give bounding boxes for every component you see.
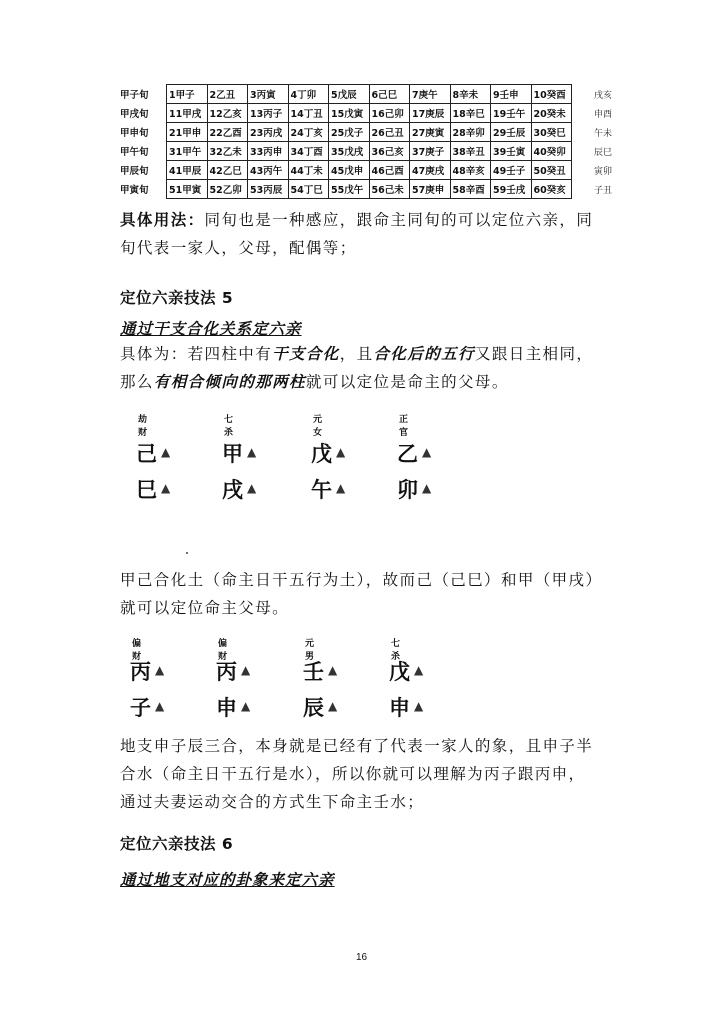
jiazi-cell: 17庚辰 <box>410 104 451 123</box>
table-row <box>118 161 614 180</box>
jiazi-cell: 14丁丑 <box>288 104 329 123</box>
jiazi-cell: 56己未 <box>369 180 410 199</box>
jiazi-cell: 23丙戌 <box>248 123 289 142</box>
element-icon: ▲ <box>422 481 432 495</box>
table-row <box>118 123 614 142</box>
jiazi-cell: 51甲寅 <box>167 180 208 199</box>
void-branches: 午未 <box>593 128 612 139</box>
jiazi-cell: 28辛卯 <box>450 123 491 142</box>
jiazi-cell: 41甲辰 <box>167 161 208 180</box>
technique6-subtitle: 通过地支对应的卦象来定六亲 <box>120 870 335 889</box>
jiazi-cell: 25戊子 <box>329 123 370 142</box>
usage-label: 具体用法： <box>120 210 205 229</box>
jiazi-cell: 27庚寅 <box>410 123 451 142</box>
p1-emphasis-3: 有相合倾向的那两柱 <box>153 372 306 391</box>
jiazi-cell: 43丙午 <box>248 161 289 180</box>
jiazi-cell: 31甲午 <box>167 142 208 161</box>
jiazi-cell: 45戊申 <box>329 161 370 180</box>
ten-god-label: 七杀 <box>391 638 401 661</box>
heavenly-stem: 甲 <box>222 442 243 466</box>
paragraph-2: 甲己合化土（命主日干五行为土），故而己（己巳）和甲（甲戌）就可以定位命主父母。 <box>120 571 595 617</box>
p1-text-d: 就可以定位是命主的父母。 <box>305 373 509 391</box>
jiazi-cell: 33丙申 <box>248 142 289 161</box>
jiazi-cell: 8辛未 <box>450 85 491 104</box>
table-row <box>118 85 614 104</box>
jiazi-cell: 37庚子 <box>410 142 451 161</box>
element-icon: ▲ <box>328 663 338 677</box>
ten-god-label: 劫财 <box>138 414 148 437</box>
earthly-branch: 巳 <box>136 478 157 502</box>
jiazi-cell: 60癸亥 <box>531 180 572 199</box>
jiazi-cell: 15戊寅 <box>329 104 370 123</box>
technique5-title: 定位六亲技法 5 <box>120 289 234 307</box>
xun-header: 甲午旬 <box>120 147 149 158</box>
jiazi-cell: 46己酉 <box>369 161 410 180</box>
jiazi-cell: 13丙子 <box>248 104 289 123</box>
jiazi-cell: 9壬申 <box>491 85 532 104</box>
jiazi-cell: 36己亥 <box>369 142 410 161</box>
xun-header: 甲寅旬 <box>120 185 149 196</box>
ten-god-label: 元女 <box>313 414 323 437</box>
jiazi-cell: 32乙未 <box>207 142 248 161</box>
earthly-branch: 子 <box>130 696 151 720</box>
jiazi-cell: 4丁卯 <box>288 85 329 104</box>
void-branches: 寅卯 <box>593 166 612 177</box>
jiazi-cell: 24丁亥 <box>288 123 329 142</box>
jiazi-cell: 22乙酉 <box>207 123 248 142</box>
jiazi-cell: 7庚午 <box>410 85 451 104</box>
jiazi-table <box>118 84 614 199</box>
jiazi-cell: 53丙辰 <box>248 180 289 199</box>
jiazi-cell: 47庚戌 <box>410 161 451 180</box>
element-icon: ▲ <box>336 481 346 495</box>
element-icon: ▲ <box>241 663 251 677</box>
earthly-branch: 戌 <box>222 478 243 502</box>
jiazi-cell: 30癸巳 <box>531 123 572 142</box>
heavenly-stem: 壬 <box>303 660 324 684</box>
jiazi-cell: 52乙卯 <box>207 180 248 199</box>
element-icon: ▲ <box>161 481 171 495</box>
technique5-subtitle: 通过干支合化关系定六亲 <box>120 319 302 338</box>
p1-emphasis-2: 合化后的五行 <box>373 344 475 363</box>
jiazi-cell: 35戊戌 <box>329 142 370 161</box>
element-icon: ▲ <box>414 663 424 677</box>
jiazi-cell: 38辛丑 <box>450 142 491 161</box>
p1-text-c: 又跟日主相同，那么 <box>120 345 594 391</box>
earthly-branch: 午 <box>311 478 332 502</box>
xun-header: 甲辰旬 <box>120 166 149 177</box>
void-branches: 申酉 <box>593 109 612 120</box>
earthly-branch: 卯 <box>397 478 418 502</box>
void-branches: 子丑 <box>593 185 612 196</box>
heavenly-stem: 乙 <box>397 442 418 466</box>
heavenly-stem: 己 <box>136 442 157 466</box>
stray-dot <box>186 552 188 554</box>
jiazi-cell: 1甲子 <box>167 85 208 104</box>
heavenly-stem: 丙 <box>216 660 237 684</box>
void-branches: 辰巳 <box>593 147 612 158</box>
technique6-title: 定位六亲技法 6 <box>120 835 234 853</box>
jiazi-cell: 50癸丑 <box>531 161 572 180</box>
jiazi-cell: 10癸酉 <box>531 85 572 104</box>
jiazi-cell: 18辛巳 <box>450 104 491 123</box>
element-icon: ▲ <box>422 445 432 459</box>
jiazi-cell: 12乙亥 <box>207 104 248 123</box>
jiazi-cell: 58辛酉 <box>450 180 491 199</box>
element-icon: ▲ <box>155 699 165 713</box>
xun-header: 甲戌旬 <box>120 109 149 120</box>
ten-god-label: 偏财 <box>218 638 228 661</box>
jiazi-cell: 59壬戌 <box>491 180 532 199</box>
table-row <box>118 104 614 123</box>
jiazi-cell: 5戊辰 <box>329 85 370 104</box>
jiazi-cell: 3丙寅 <box>248 85 289 104</box>
element-icon: ▲ <box>161 445 171 459</box>
jiazi-cell: 26己丑 <box>369 123 410 142</box>
jiazi-cell: 48辛亥 <box>450 161 491 180</box>
table-row <box>118 180 614 199</box>
usage-paragraph <box>120 206 600 262</box>
page-number: 16 <box>356 952 368 963</box>
ten-god-label: 元男 <box>305 638 315 661</box>
earthly-branch: 申 <box>389 696 410 720</box>
jiazi-cell: 39壬寅 <box>491 142 532 161</box>
heavenly-stem: 戊 <box>311 442 332 466</box>
jiazi-cell: 54丁巳 <box>288 180 329 199</box>
element-icon: ▲ <box>247 481 257 495</box>
element-icon: ▲ <box>155 663 165 677</box>
void-branches: 戌亥 <box>593 90 612 101</box>
jiazi-cell: 6己巳 <box>369 85 410 104</box>
earthly-branch: 申 <box>216 696 237 720</box>
xun-header: 甲子旬 <box>120 90 149 101</box>
xun-header: 甲申旬 <box>120 128 149 139</box>
element-icon: ▲ <box>247 445 257 459</box>
earthly-branch: 辰 <box>303 696 324 720</box>
jiazi-cell: 29壬辰 <box>491 123 532 142</box>
p1-emphasis-1: 干支合化 <box>272 344 340 363</box>
jiazi-cell: 49壬子 <box>491 161 532 180</box>
jiazi-cell: 40癸卯 <box>531 142 572 161</box>
element-icon: ▲ <box>336 445 346 459</box>
ten-god-label: 偏财 <box>132 638 142 661</box>
heavenly-stem: 丙 <box>130 660 151 684</box>
usage-text: 同旬也是一种感应，跟命主同旬的可以定位六亲，同旬代表一家人，父母，配偶等； <box>120 211 594 257</box>
element-icon: ▲ <box>241 699 251 713</box>
technique5-paragraph <box>120 340 600 396</box>
jiazi-cell: 19壬午 <box>491 104 532 123</box>
jiazi-cell: 11甲戌 <box>167 104 208 123</box>
paragraph-3: 地支申子辰三合，本身就是已经有了代表一家人的象，且申子半合水（命主日干五行是水），所以你就可以理解为丙子跟丙申，通过夫妻运动交合的方式生下命主壬水； <box>120 737 594 811</box>
ten-god-label: 正官 <box>399 414 409 437</box>
table-row <box>118 142 614 161</box>
jiazi-cell: 21甲申 <box>167 123 208 142</box>
jiazi-cell: 34丁酉 <box>288 142 329 161</box>
element-icon: ▲ <box>328 699 338 713</box>
jiazi-cell: 57庚申 <box>410 180 451 199</box>
jiazi-cell: 16己卯 <box>369 104 410 123</box>
heavenly-stem: 戊 <box>389 660 410 684</box>
jiazi-cell: 2乙丑 <box>207 85 248 104</box>
jiazi-cell: 42乙巳 <box>207 161 248 180</box>
element-icon: ▲ <box>414 699 424 713</box>
jiazi-cell: 55戊午 <box>329 180 370 199</box>
p1-text-a: 具体为：若四柱中有 <box>120 345 273 363</box>
p1-text-b: ，且 <box>339 345 374 363</box>
ten-god-label: 七杀 <box>224 414 234 437</box>
jiazi-cell: 20癸未 <box>531 104 572 123</box>
jiazi-cell: 44丁未 <box>288 161 329 180</box>
